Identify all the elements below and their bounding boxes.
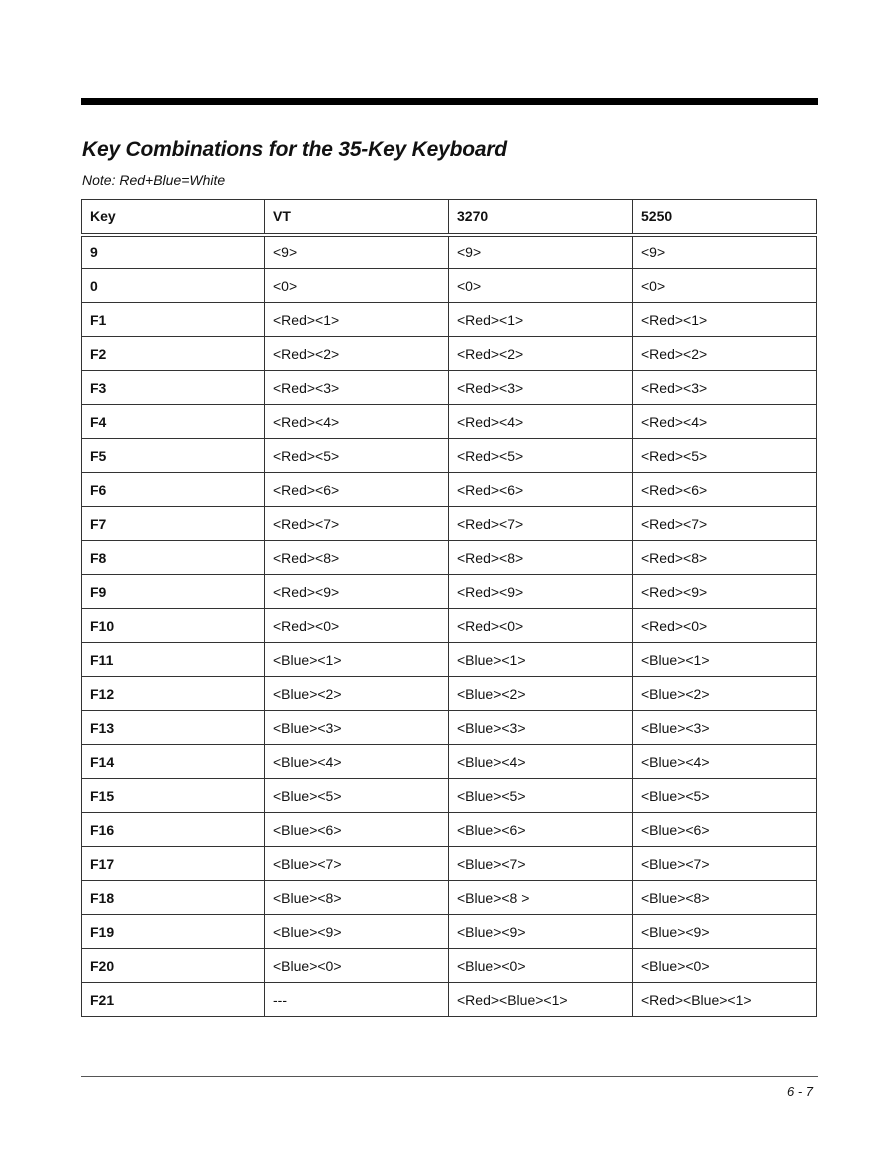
table-row — [82, 643, 817, 677]
ibm5250-cell: <Red><5> — [633, 439, 817, 473]
table-row — [82, 473, 817, 507]
table-row — [82, 541, 817, 575]
table-row — [82, 575, 817, 609]
ibm5250-cell: <Blue><7> — [633, 847, 817, 881]
table-row — [82, 371, 817, 405]
ibm3270-cell: <Red><2> — [449, 337, 633, 371]
key-cell: F10 — [82, 609, 265, 643]
ibm3270-cell: <Red><4> — [449, 405, 633, 439]
key-cell: 0 — [82, 269, 265, 303]
key-cell: F3 — [82, 371, 265, 405]
ibm5250-cell: <0> — [633, 269, 817, 303]
key-cell: F8 — [82, 541, 265, 575]
ibm3270-cell: <Red><0> — [449, 609, 633, 643]
table-row — [82, 813, 817, 847]
ibm3270-cell: <Blue><2> — [449, 677, 633, 711]
ibm5250-cell: <Red><1> — [633, 303, 817, 337]
ibm5250-cell: <Blue><1> — [633, 643, 817, 677]
table-row — [82, 609, 817, 643]
ibm5250-cell: <Red><6> — [633, 473, 817, 507]
table-row — [82, 235, 817, 269]
vt-cell: <Blue><2> — [265, 677, 449, 711]
vt-cell: <Red><2> — [265, 337, 449, 371]
vt-cell: <Blue><8> — [265, 881, 449, 915]
ibm3270-cell: <Red><Blue><1> — [449, 983, 633, 1017]
vt-cell: <Red><7> — [265, 507, 449, 541]
key-cell: F7 — [82, 507, 265, 541]
table-row — [82, 779, 817, 813]
page-title: Key Combinations for the 35-Key Keyboard — [82, 138, 507, 161]
ibm5250-cell: <Blue><8> — [633, 881, 817, 915]
table-row — [82, 847, 817, 881]
ibm3270-cell: <Red><1> — [449, 303, 633, 337]
key-cell: F17 — [82, 847, 265, 881]
key-cell: F21 — [82, 983, 265, 1017]
ibm3270-cell: <Blue><0> — [449, 949, 633, 983]
vt-cell: <0> — [265, 269, 449, 303]
key-cell: F15 — [82, 779, 265, 813]
ibm5250-cell: <Red><9> — [633, 575, 817, 609]
ibm3270-cell: <Red><9> — [449, 575, 633, 609]
key-cell: F19 — [82, 915, 265, 949]
ibm3270-cell: <0> — [449, 269, 633, 303]
top-rule — [81, 98, 818, 105]
table-row — [82, 507, 817, 541]
table-row — [82, 405, 817, 439]
table-row — [82, 983, 817, 1017]
key-cell: F2 — [82, 337, 265, 371]
table-row — [82, 337, 817, 371]
vt-cell: <Blue><1> — [265, 643, 449, 677]
key-cell: F18 — [82, 881, 265, 915]
ibm3270-cell: <Red><6> — [449, 473, 633, 507]
vt-cell: <Blue><3> — [265, 711, 449, 745]
header-3270: 3270 — [449, 200, 633, 235]
ibm5250-cell: <Red><3> — [633, 371, 817, 405]
ibm5250-cell: <Blue><2> — [633, 677, 817, 711]
key-cell: F13 — [82, 711, 265, 745]
ibm5250-cell: <Blue><6> — [633, 813, 817, 847]
ibm3270-cell: <Red><8> — [449, 541, 633, 575]
vt-cell: <Red><5> — [265, 439, 449, 473]
vt-cell: <Blue><7> — [265, 847, 449, 881]
key-cell: F16 — [82, 813, 265, 847]
vt-cell: <Blue><5> — [265, 779, 449, 813]
vt-cell: <Red><8> — [265, 541, 449, 575]
ibm5250-cell: <Blue><4> — [633, 745, 817, 779]
vt-cell: <Red><0> — [265, 609, 449, 643]
table-row — [82, 949, 817, 983]
vt-cell: <Blue><9> — [265, 915, 449, 949]
page-number: 6 - 7 — [786, 1084, 813, 1099]
table-row — [82, 269, 817, 303]
table-row — [82, 745, 817, 779]
ibm3270-cell: <Blue><6> — [449, 813, 633, 847]
key-cell: F6 — [82, 473, 265, 507]
ibm3270-cell: <Red><5> — [449, 439, 633, 473]
ibm3270-cell: <Blue><9> — [449, 915, 633, 949]
ibm5250-cell: <Red><4> — [633, 405, 817, 439]
vt-cell: <Blue><0> — [265, 949, 449, 983]
table-row — [82, 711, 817, 745]
vt-cell: <Red><1> — [265, 303, 449, 337]
table-row — [82, 303, 817, 337]
ibm5250-cell: <Red><0> — [633, 609, 817, 643]
ibm5250-cell: <Blue><0> — [633, 949, 817, 983]
ibm3270-cell: <9> — [449, 235, 633, 269]
key-cell: F20 — [82, 949, 265, 983]
ibm3270-cell: <Blue><3> — [449, 711, 633, 745]
key-cell: 9 — [82, 235, 265, 269]
header-key: Key — [82, 200, 265, 235]
vt-cell: <9> — [265, 235, 449, 269]
key-cell: F12 — [82, 677, 265, 711]
ibm5250-cell: <9> — [633, 235, 817, 269]
key-cell: F4 — [82, 405, 265, 439]
vt-cell: <Red><6> — [265, 473, 449, 507]
vt-cell: --- — [265, 983, 449, 1017]
ibm3270-cell: <Blue><7> — [449, 847, 633, 881]
ibm3270-cell: <Blue><1> — [449, 643, 633, 677]
ibm3270-cell: <Blue><5> — [449, 779, 633, 813]
vt-cell: <Blue><4> — [265, 745, 449, 779]
ibm5250-cell: <Blue><9> — [633, 915, 817, 949]
header-5250: 5250 — [633, 200, 817, 235]
table-header-row — [82, 200, 817, 235]
vt-cell: <Blue><6> — [265, 813, 449, 847]
ibm3270-cell: <Red><7> — [449, 507, 633, 541]
ibm5250-cell: <Red><7> — [633, 507, 817, 541]
note-text: Note: Red+Blue=White — [82, 172, 226, 188]
table-row — [82, 439, 817, 473]
key-combinations-table — [81, 199, 817, 1017]
ibm3270-cell: <Red><3> — [449, 371, 633, 405]
ibm3270-cell: <Blue><8 > — [449, 881, 633, 915]
ibm5250-cell: <Blue><5> — [633, 779, 817, 813]
table-row — [82, 677, 817, 711]
ibm5250-cell: <Blue><3> — [633, 711, 817, 745]
header-vt: VT — [265, 200, 449, 235]
vt-cell: <Red><4> — [265, 405, 449, 439]
key-cell: F14 — [82, 745, 265, 779]
ibm3270-cell: <Blue><4> — [449, 745, 633, 779]
key-cell: F9 — [82, 575, 265, 609]
key-cell: F5 — [82, 439, 265, 473]
vt-cell: <Red><9> — [265, 575, 449, 609]
key-cell: F11 — [82, 643, 265, 677]
vt-cell: <Red><3> — [265, 371, 449, 405]
ibm5250-cell: <Red><Blue><1> — [633, 983, 817, 1017]
ibm5250-cell: <Red><2> — [633, 337, 817, 371]
table-row — [82, 881, 817, 915]
ibm5250-cell: <Red><8> — [633, 541, 817, 575]
bottom-rule — [81, 1076, 818, 1077]
key-cell: F1 — [82, 303, 265, 337]
table-row — [82, 915, 817, 949]
table-body — [82, 235, 817, 1017]
